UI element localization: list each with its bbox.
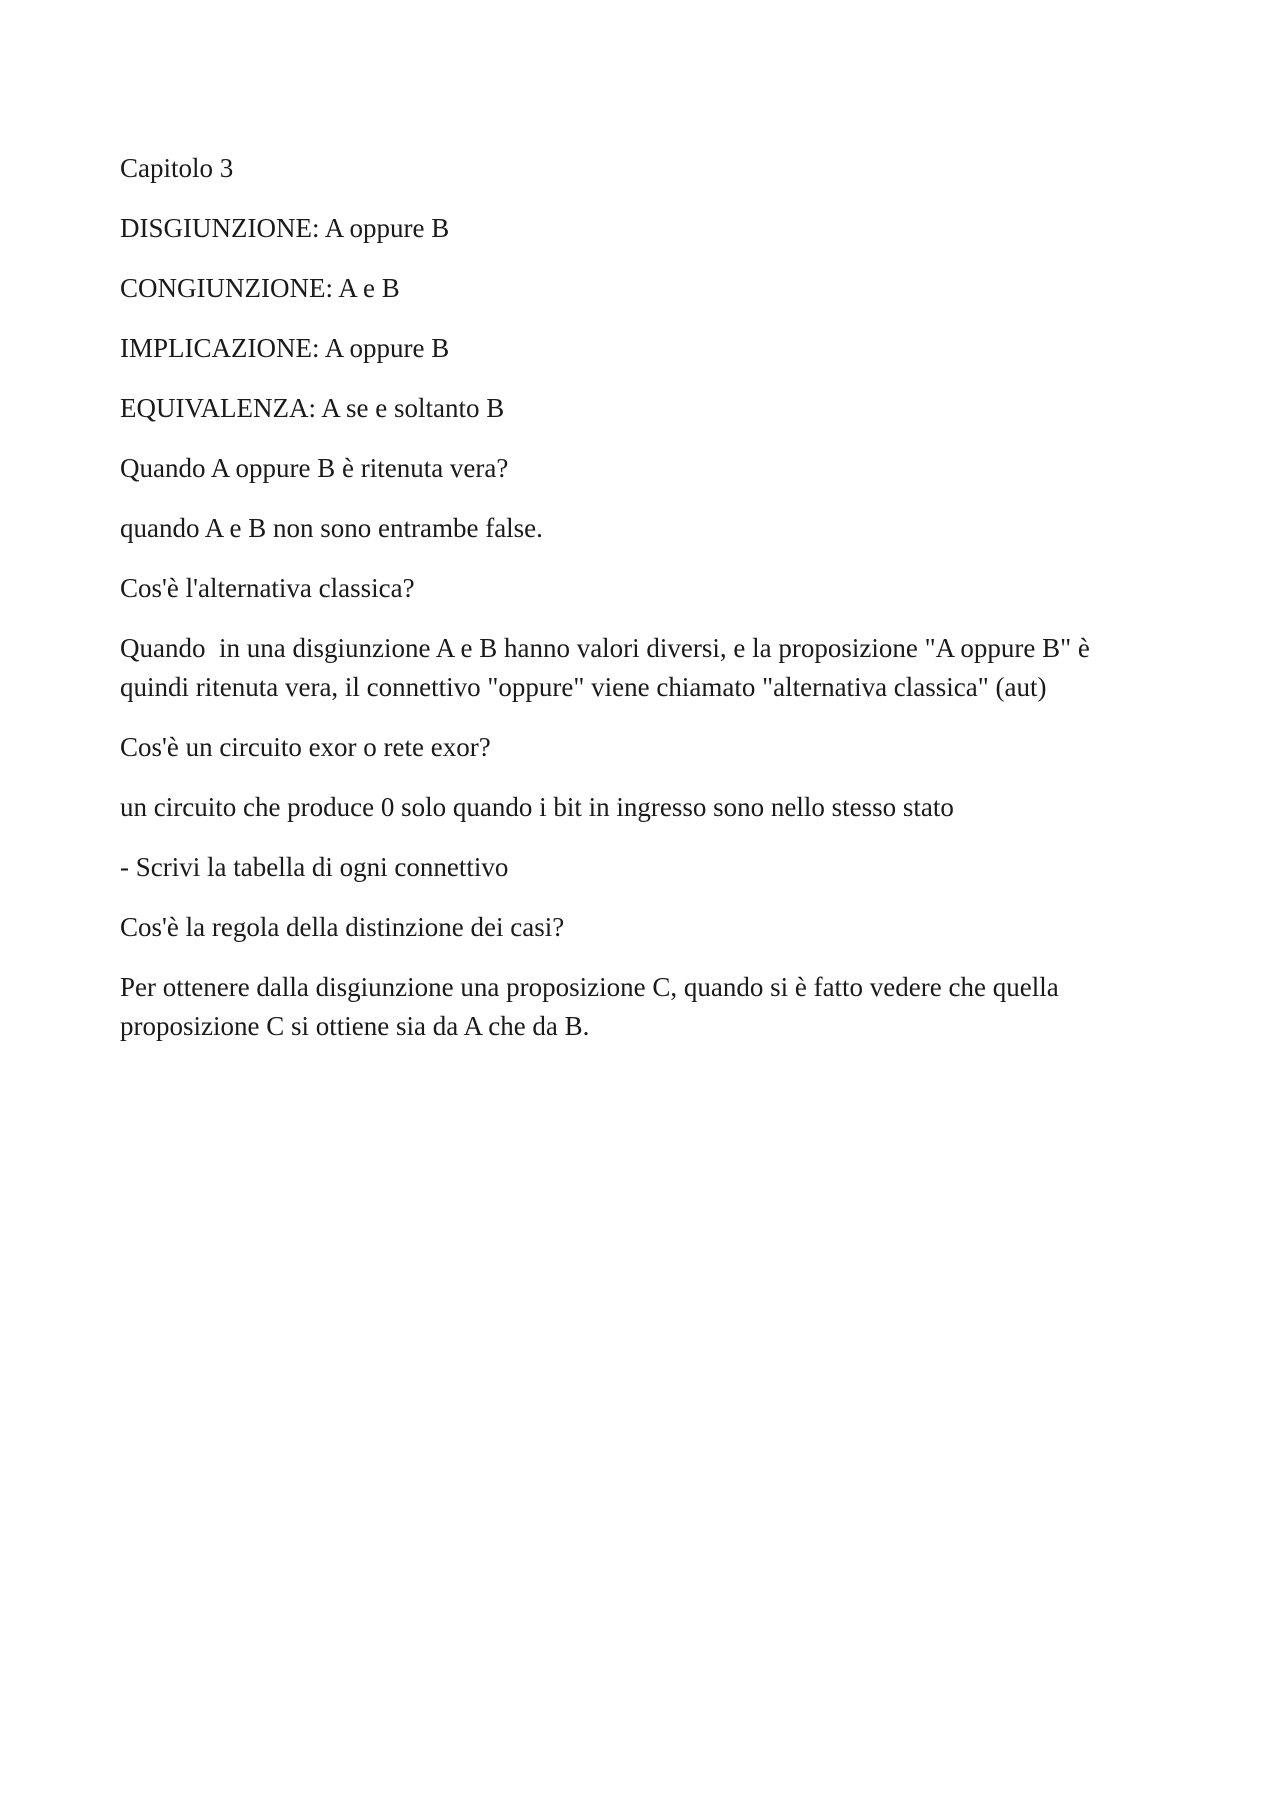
definition-implicazione: IMPLICAZIONE: A oppure B: [120, 333, 450, 363]
answer-distinzione-casi: Per ottenere dalla disgiunzione una proposizione C, quando si è fatto vedere che quella proposizione C si ottiene sia da A che da B.: [120, 972, 1066, 1041]
definition-equivalenza: EQUIVALENZA: A se e soltanto B: [120, 393, 505, 423]
answer-disjunction-true: quando A e B non sono entrambe false.: [120, 513, 543, 543]
question-distinzione-casi: Cos'è la regola della distinzione dei casi?: [120, 912, 565, 942]
chapter-heading: Capitolo 3: [120, 153, 234, 183]
question-disjunction-true: Quando A oppure B è ritenuta vera?: [120, 453, 509, 483]
question-alternativa-classica: Cos'è l'alternativa classica?: [120, 573, 415, 603]
answer-alternativa-classica: Quando in una disgiunzione A e B hanno valori diversi, e la proposizione "A oppure B" è quindi ritenuta vera, il connettivo "oppure" viene chiamato "alternativa classica" (aut): [120, 633, 1097, 702]
answer-circuito-exor: un circuito che produce 0 solo quando i bit in ingresso sono nello stesso stato: [120, 792, 954, 822]
document-body: [120, 149, 1160, 1067]
task-tabella-connettivi: - Scrivi la tabella di ogni connettivo: [120, 852, 509, 882]
definition-congiunzione: CONGIUNZIONE: A e B: [120, 273, 400, 303]
question-circuito-exor: Cos'è un circuito exor o rete exor?: [120, 732, 491, 762]
definition-disgiunzione: DISGIUNZIONE: A oppure B: [120, 213, 450, 243]
